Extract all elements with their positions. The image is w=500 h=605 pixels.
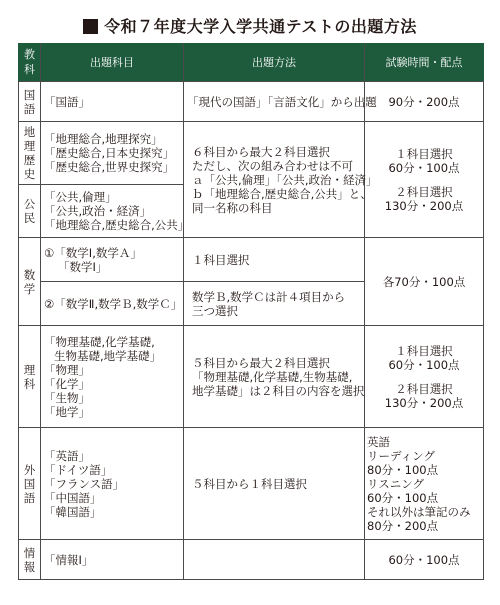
subjects-chireki: 「地理総合,地理探究」 「歴史総合,日本史探究」 「歴史総合,世界史探究」 xyxy=(41,122,184,185)
subject-area-rika: 理 科 xyxy=(19,326,41,428)
subjects-sugaku-1: ①「数学Ⅰ,数学Ａ」 「数学Ⅰ」 xyxy=(41,238,184,282)
time-chireki-komin: １科目選択 60分・100点 ２科目選択 130分・200点 xyxy=(365,122,484,238)
subjects-komin: 「公共,倫理」 「公共,政治・経済」 「地理総合,歴史総合,公共」 xyxy=(41,185,184,238)
method-joho xyxy=(184,540,365,580)
header-subjects: 出題科目 xyxy=(41,43,184,82)
table-row-rika xyxy=(19,326,484,428)
table-row-sugaku-1 xyxy=(19,238,484,282)
exam-table xyxy=(18,43,484,580)
subjects-rika: 「物理基礎,化学基礎, 生物基礎,地学基礎」 「物理」 「化学」 「生物」 「地学」 xyxy=(41,326,184,428)
time-rika: １科目選択 60分・100点 ２科目選択 130分・200点 xyxy=(365,326,484,428)
table-row-chireki xyxy=(19,122,484,185)
subjects-gaikokugo: 「英語」 「ドイツ語」 「フランス語」 「中国語」 「韓国語」 xyxy=(41,428,184,540)
time-kokugo: 90分・200点 xyxy=(365,82,484,122)
header-time-points: 試験時間・配点 xyxy=(365,43,484,82)
time-joho: 60分・100点 xyxy=(365,540,484,580)
header-row xyxy=(19,43,484,82)
method-chireki-komin: ６科目から最大２科目選択 ただし、次の組み合わせは不可 ａ「公共,倫理」「公共,政治・経済」 ｂ「地理総合,歴史総合,公共」と、 同一名称の科目 xyxy=(184,122,365,238)
method-rika: ５科目から最大２科目選択 「物理基礎,化学基礎,生物基礎, 地学基礎」は２科目の内容を選択 xyxy=(184,326,365,428)
subject-area-sugaku: 数 学 xyxy=(19,238,41,326)
subject-area-komin: 公 民 xyxy=(19,185,41,238)
header-subject-area: 教 科 xyxy=(19,43,41,82)
method-kokugo: 「現代の国語」「言語文化」から出題 xyxy=(184,82,365,122)
time-sugaku: 各70分・100点 xyxy=(365,238,484,326)
method-sugaku-2: 数学Ｂ,数学Ｃは計４項目から 三つ選択 xyxy=(184,282,365,326)
table-row-joho xyxy=(19,540,484,580)
subject-area-joho: 情 報 xyxy=(19,540,41,580)
method-sugaku-1: １科目選択 xyxy=(184,238,365,282)
subject-area-kokugo: 国 語 xyxy=(19,82,41,122)
black-square-icon xyxy=(83,19,98,34)
table-row-gaikokugo xyxy=(19,428,484,540)
method-gaikokugo: ５科目から１科目選択 xyxy=(184,428,365,540)
page-title: 令和７年度大学入学共通テストの出題方法 xyxy=(0,14,500,38)
header-method: 出題方法 xyxy=(184,43,365,82)
subjects-joho: 「情報Ⅰ」 xyxy=(41,540,184,580)
subject-area-gaikokugo: 外 国 語 xyxy=(19,428,41,540)
subjects-sugaku-2: ②「数学Ⅱ,数学Ｂ,数学Ｃ」 xyxy=(41,282,184,326)
time-gaikokugo: 英語 リーディング 80分・100点 リスニング 60分・100点 それ以外は筆記のみ 80分・200点 xyxy=(365,428,484,540)
table-row-kokugo xyxy=(19,82,484,122)
subject-area-chireki: 地 理 歴 史 xyxy=(19,122,41,185)
subjects-kokugo: 「国語」 xyxy=(41,82,184,122)
